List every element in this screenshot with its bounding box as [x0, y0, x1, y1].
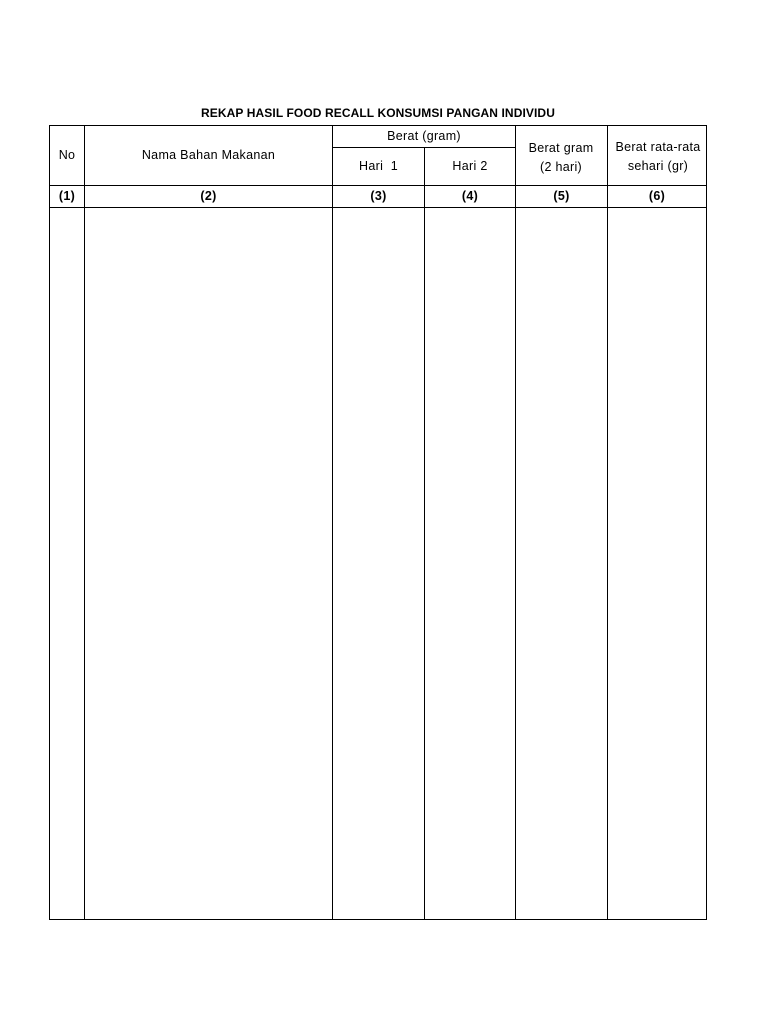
header-berat-gram: Berat (gram) [387, 129, 461, 143]
header-hari-2: Hari 2 [452, 159, 488, 173]
header-berat-rata-rata: Berat rata-rata sehari (gr) [615, 140, 701, 173]
header-hari-1: Hari 1 [359, 159, 398, 173]
column-number: (2) [200, 189, 217, 203]
column-number: (6) [648, 189, 666, 203]
table-body [50, 208, 706, 919]
header-nama-bahan-makanan: Nama Bahan Makanan [141, 148, 276, 162]
page-title: REKAP HASIL FOOD RECALL KONSUMSI PANGAN INDIVIDU [201, 106, 555, 120]
column-number: (3) [370, 189, 387, 203]
recall-table [49, 125, 707, 920]
header-berat-2-hari: Berat gram (2 hari) [528, 141, 594, 174]
column-number: (5) [553, 189, 570, 203]
header-no: No [58, 148, 76, 162]
column-number: (4) [461, 189, 479, 203]
column-number: (1) [58, 189, 76, 203]
